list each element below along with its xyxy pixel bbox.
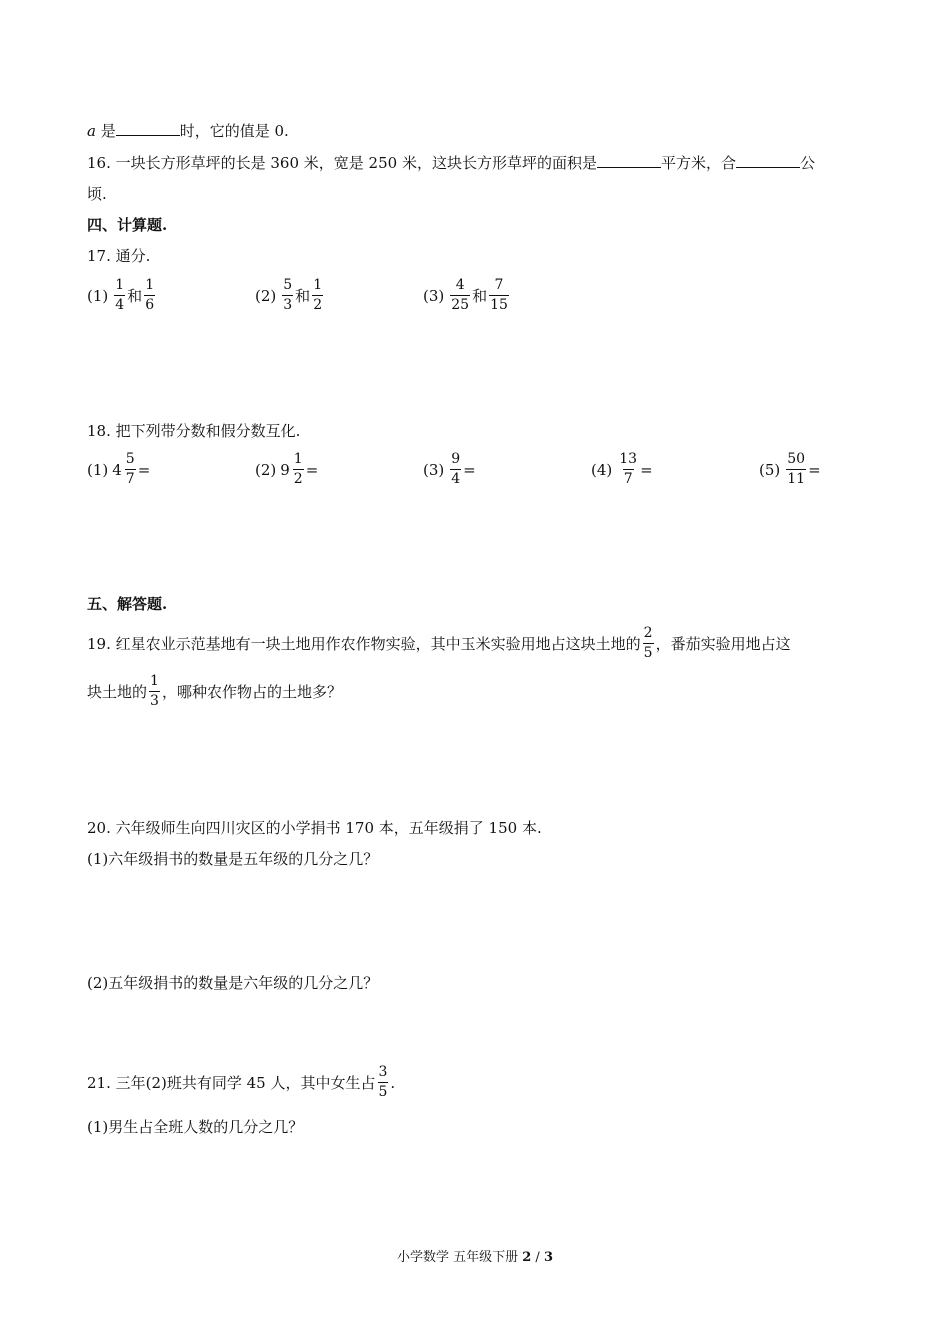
q16-line2	[87, 184, 107, 204]
fraction: $\frac{13}{7}$	[619, 451, 638, 487]
q21-title	[87, 1064, 395, 1101]
q18-item-3	[423, 451, 476, 488]
fraction: $\frac{5}{7}$	[125, 451, 135, 487]
q15-tail-line	[87, 121, 289, 141]
fraction: $\frac{1}{3}$	[150, 673, 159, 709]
fraction: $\frac{1}{4}$	[115, 277, 125, 313]
equals-sign: =	[137, 460, 151, 479]
q18-item-4	[591, 451, 653, 488]
section-5-title: 五、解答题.	[87, 595, 168, 613]
q16-line1	[87, 153, 815, 173]
q17-item-label: (1)	[87, 286, 109, 305]
q19-line2-end: ，哪种农作物占的土地多？	[161, 683, 342, 701]
q16-end-text: 公	[799, 154, 815, 172]
page-number: 2	[522, 1250, 532, 1265]
equals-sign: =	[463, 460, 476, 479]
q20-sub1: (1)六年级捐书的数量是五年级的几分之几？	[87, 850, 379, 868]
equals-sign: =	[305, 460, 319, 479]
conjunction: 和	[472, 287, 488, 305]
q15-answer-blank[interactable]	[116, 121, 180, 136]
q16-area-blank[interactable]	[597, 153, 661, 168]
equals-sign: =	[640, 460, 653, 479]
q19-line1	[87, 625, 791, 662]
q17-title: 17. 通分.	[87, 247, 151, 265]
q20-title: 20. 六年级师生向四川灾区的小学捐书 170 本，五年级捐了 150 本.	[87, 819, 542, 837]
q17-item-1	[87, 277, 157, 314]
q20-sub2: (2)五年级捐书的数量是六年级的几分之几？	[87, 974, 379, 992]
whole-number: 4	[112, 460, 122, 479]
fraction: $\frac{5}{3}$	[283, 277, 293, 313]
q19-text: 19. 红星农业示范基地有一块土地用作农作物实验，其中玉米实验用地占这块土地的	[87, 635, 641, 653]
q15-after-text: 时，它的值是 0.	[179, 122, 289, 140]
fraction: $\frac{7}{15}$	[490, 277, 508, 313]
q18-item-label: (1)	[87, 460, 109, 479]
fraction: $\frac{2}{5}$	[643, 625, 653, 661]
q21-sub1: (1)男生占全班人数的几分之几？	[87, 1118, 304, 1136]
fraction: $\frac{1}{2}$	[293, 451, 303, 487]
q21-text-end: .	[390, 1073, 396, 1092]
q17-item-3	[423, 277, 511, 314]
q16-mid-text: 平方米，合	[660, 154, 736, 172]
q21-text: 21. 三年(2)班共有同学 45 人，其中女生占	[87, 1074, 376, 1092]
fraction: $\frac{50}{11}$	[787, 451, 806, 487]
q18-item-label: (2)	[255, 460, 277, 479]
fraction: $\frac{3}{5}$	[378, 1064, 388, 1100]
q18-item-1	[87, 451, 150, 488]
q18-item-5	[759, 451, 821, 488]
page-footer	[0, 1246, 950, 1265]
q15-before-text: 是	[95, 122, 116, 140]
q17-item-label: (3)	[423, 286, 445, 305]
q18-item-label: (5)	[759, 460, 781, 479]
fraction: $\frac{4}{25}$	[451, 277, 470, 313]
q18-item-label: (3)	[423, 460, 445, 479]
q16-line2-text: 顷.	[87, 185, 107, 203]
q19-text-end: ，番茄实验用地占这	[655, 635, 791, 653]
q19-line2	[87, 673, 342, 710]
page-separator: /	[531, 1250, 544, 1265]
q15-variable: a	[87, 122, 96, 140]
q17-item-label: (2)	[255, 286, 277, 305]
section-4-title: 四、计算题.	[87, 216, 168, 234]
equals-sign: =	[808, 460, 821, 479]
q16-text: 16. 一块长方形草坪的长是 360 米，宽是 250 米，这块长方形草坪的面积是	[87, 154, 597, 172]
q17-item-2	[255, 277, 325, 314]
fraction: $\frac{1}{6}$	[145, 277, 155, 313]
q19-line2-text: 块土地的	[87, 683, 148, 701]
fraction: $\frac{9}{4}$	[451, 451, 461, 487]
q16-hectare-blank[interactable]	[736, 153, 800, 168]
q18-title: 18. 把下列带分数和假分数互化.	[87, 422, 301, 440]
conjunction: 和	[127, 287, 143, 305]
q18-item-label: (4)	[591, 460, 613, 479]
fraction: $\frac{1}{2}$	[313, 277, 323, 313]
whole-number: 9	[280, 460, 290, 479]
page-total: 3	[543, 1250, 553, 1265]
footer-text: 小学数学 五年级下册	[396, 1250, 523, 1265]
conjunction: 和	[295, 287, 311, 305]
q18-item-2	[255, 451, 318, 488]
